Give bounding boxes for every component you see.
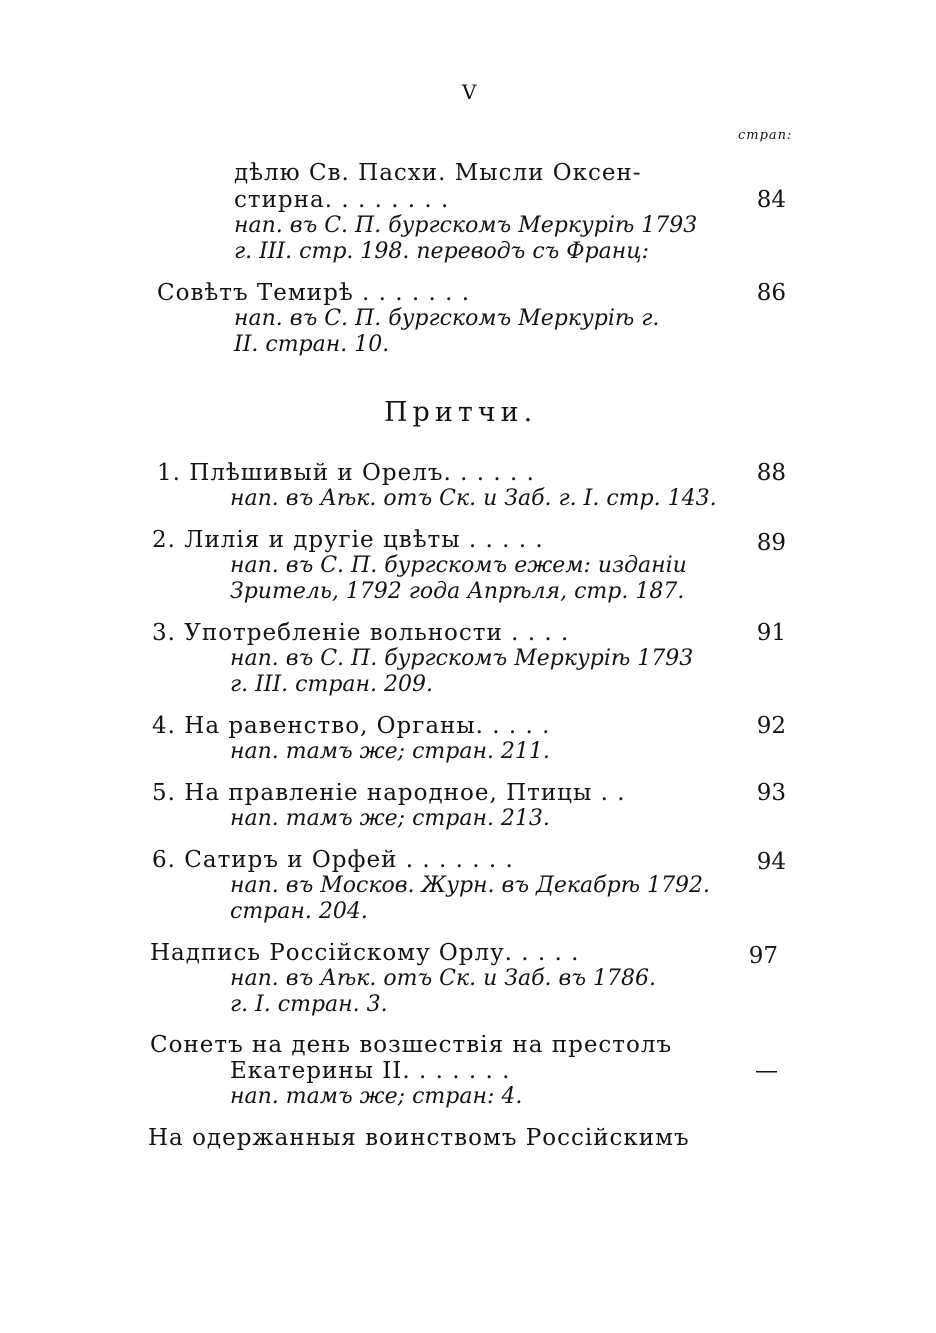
toc-entry-note: нап. тамъ же; стран. 211. — [230, 739, 550, 764]
toc-entry-title: Совѣтъ Темирѣ . . . . . . . — [157, 280, 471, 306]
toc-entry-page: 93 — [756, 780, 786, 806]
toc-entry-title: стирна. . . . . . . . — [234, 187, 450, 213]
toc-entry-title: 3. Употребленiе вольности . . . . — [152, 620, 570, 646]
toc-entry-note: нап. въ Москов. Журн. въ Декабрѣ 1792. — [230, 873, 711, 898]
toc-entry-note: стран. 204. — [230, 899, 368, 924]
toc-entry-page: — — [755, 1058, 778, 1084]
toc-entry-title: Екатерины II. . . . . . . — [230, 1058, 511, 1084]
toc-entry-page: 92 — [756, 713, 786, 739]
toc-entry-title: дѣлю Св. Пасхи. Мысли Оксен- — [234, 160, 642, 186]
toc-entry-page: 97 — [748, 943, 778, 969]
toc-entry-page: 91 — [756, 620, 786, 646]
toc-entry-title: 6. Сатиръ и Орфей . . . . . . . — [152, 847, 514, 873]
toc-entry-note: нап. въ С. П. бургскомъ Меркурiѣ г. — [234, 306, 660, 331]
toc-entry-note: г. III. стран. 209. — [230, 672, 434, 697]
toc-entry-page: 94 — [756, 849, 786, 875]
toc-entry-title: На одержанныя воинствомъ Россiйскимъ — [148, 1125, 690, 1151]
toc-entry-title: Сонетъ на день возшествiя на престолъ — [150, 1032, 673, 1058]
toc-entry-note: нап. въ С. П. бургскомъ Меркурiѣ 1793 — [234, 213, 698, 238]
toc-entry-note: II. стран. 10. — [234, 332, 390, 357]
column-header: страп: — [738, 128, 793, 143]
toc-entry-title: 1. Плѣшивый и Орелъ. . . . . . — [157, 460, 535, 486]
toc-entry-note: нап. въ Аѣк. отъ Ск. и Заб. въ 1786. — [230, 966, 656, 991]
toc-entry-page: 89 — [756, 530, 786, 556]
section-heading: Притчи. — [384, 397, 538, 428]
toc-entry-page: 88 — [756, 460, 786, 486]
toc-entry-note: нап. тамъ же; стран. 213. — [230, 806, 550, 831]
toc-entry-title: 2. Лилiя и другiе цвѣты . . . . . — [152, 527, 544, 553]
toc-entry-note: нап. въ С. П. бургскомъ ежем: изданiи — [230, 553, 687, 578]
toc-entry-page: 86 — [756, 280, 786, 306]
toc-entry-title: 5. На правленiе народное, Птицы . . — [152, 780, 626, 806]
toc-entry-note: нап. въ Аѣк. отъ Ск. и Заб. г. I. стр. 143. — [230, 486, 717, 511]
toc-entry-note: нап. въ С. П. бургскомъ Меркурiѣ 1793 — [230, 646, 694, 671]
toc-entry-note: Зритель, 1792 года Апрѣля, стр. 187. — [230, 579, 685, 604]
toc-entry-title: 4. На равенство, Органы. . . . . — [152, 713, 551, 739]
toc-entry-note: г. III. стр. 198. переводъ съ Франц: — [234, 239, 650, 264]
toc-entry-page: 84 — [756, 187, 786, 213]
toc-entry-note: нап. тамъ же; стран: 4. — [230, 1084, 523, 1109]
toc-entry-note: г. I. стран. 3. — [230, 992, 388, 1017]
page-number: V — [462, 80, 477, 104]
toc-entry-title: Надпись Россiйскому Орлу. . . . . — [150, 940, 580, 966]
